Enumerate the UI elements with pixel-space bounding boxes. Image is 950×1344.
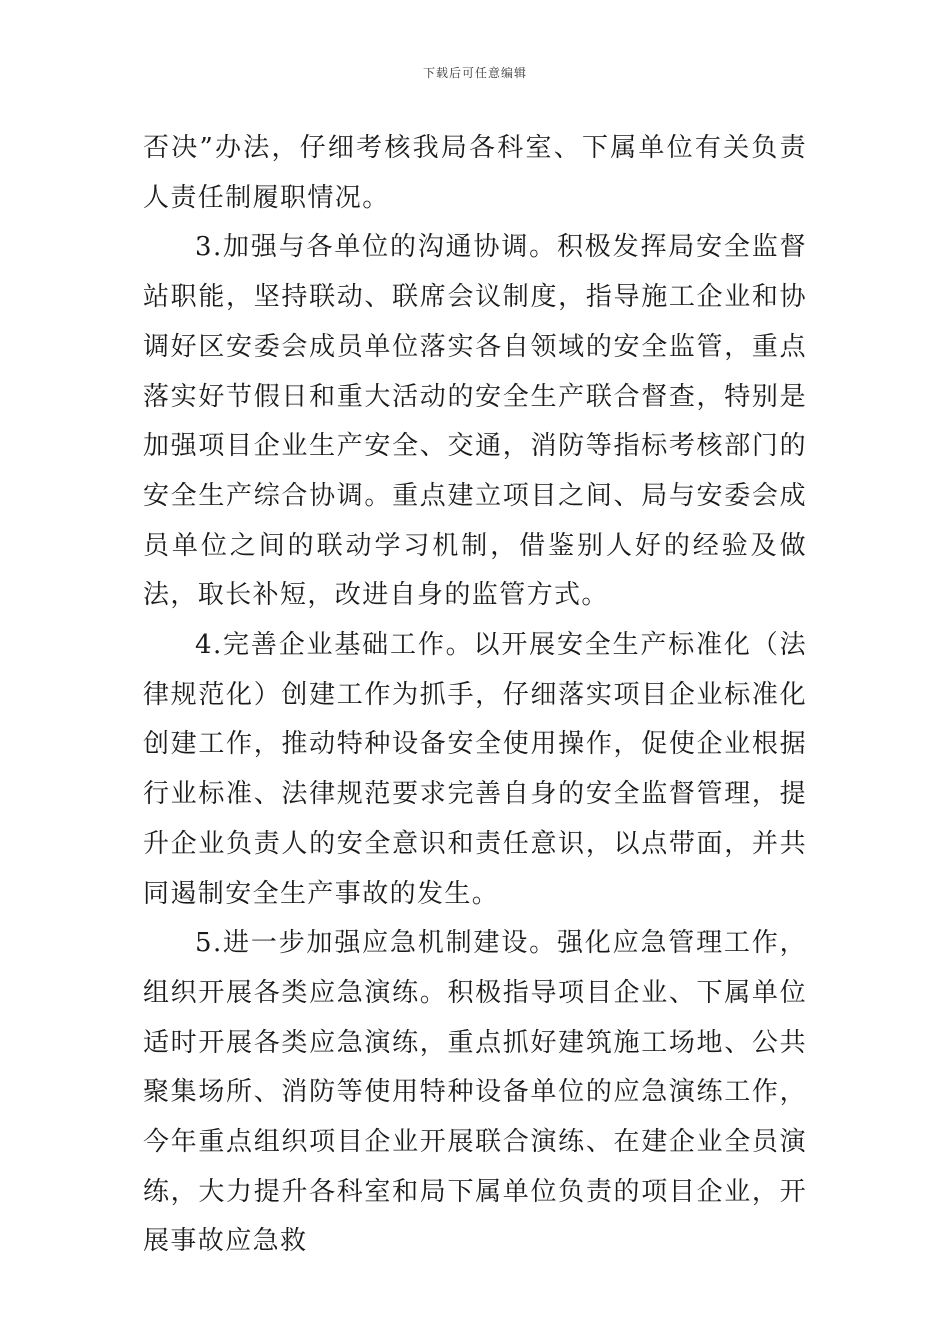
page-header: 下载后可任意编辑 bbox=[422, 66, 527, 80]
paragraph-item-5: 5.进一步加强应急机制建设。强化应急管理工作，组织开展各类应急演练。积极指导项目企业、下属单位适时开展各类应急演练，重点抓好建筑施工场地、公共聚集场所、消防等使用特种设备单位的应急演练工作，今年重点组织项目企业开展联合演练、在建企业全员演练，大力提升各科室和局下属单位负责的项目企业，开展事故应急救 bbox=[143, 928, 807, 1257]
paragraph-item-3: 3.加强与各单位的沟通协调。积极发挥局安全监督站职能，坚持联动、联席会议制度，指导施工企业和协调好区安委会成员单位落实各自领域的安全监管，重点落实好节假日和重大活动的安全生产联合督查，特别是加强项目企业生产安全、交通，消防等指标考核部门的安全生产综合协调。重点建立项目之间、局与安委会成员单位之间的联动学习机制，借鉴别人好的经验及做法，取长补短，改进自身的监管方式。 bbox=[143, 232, 807, 611]
paragraph-item-4: 4.完善企业基础工作。以开展安全生产标准化（法律规范化）创建工作为抓手，仔细落实项目企业标准化创建工作，推动特种设备安全使用操作，促使企业根据行业标准、法律规范要求完善自身的安全监督管理，提升企业负责人的安全意识和责任意识，以点带面，并共同遏制安全生产事故的发生。 bbox=[143, 630, 807, 909]
document-body bbox=[143, 124, 807, 1267]
paragraph-continuation: 否决”办法，仔细考核我局各科室、下属单位有关负责人责任制履职情况。 bbox=[143, 133, 807, 213]
